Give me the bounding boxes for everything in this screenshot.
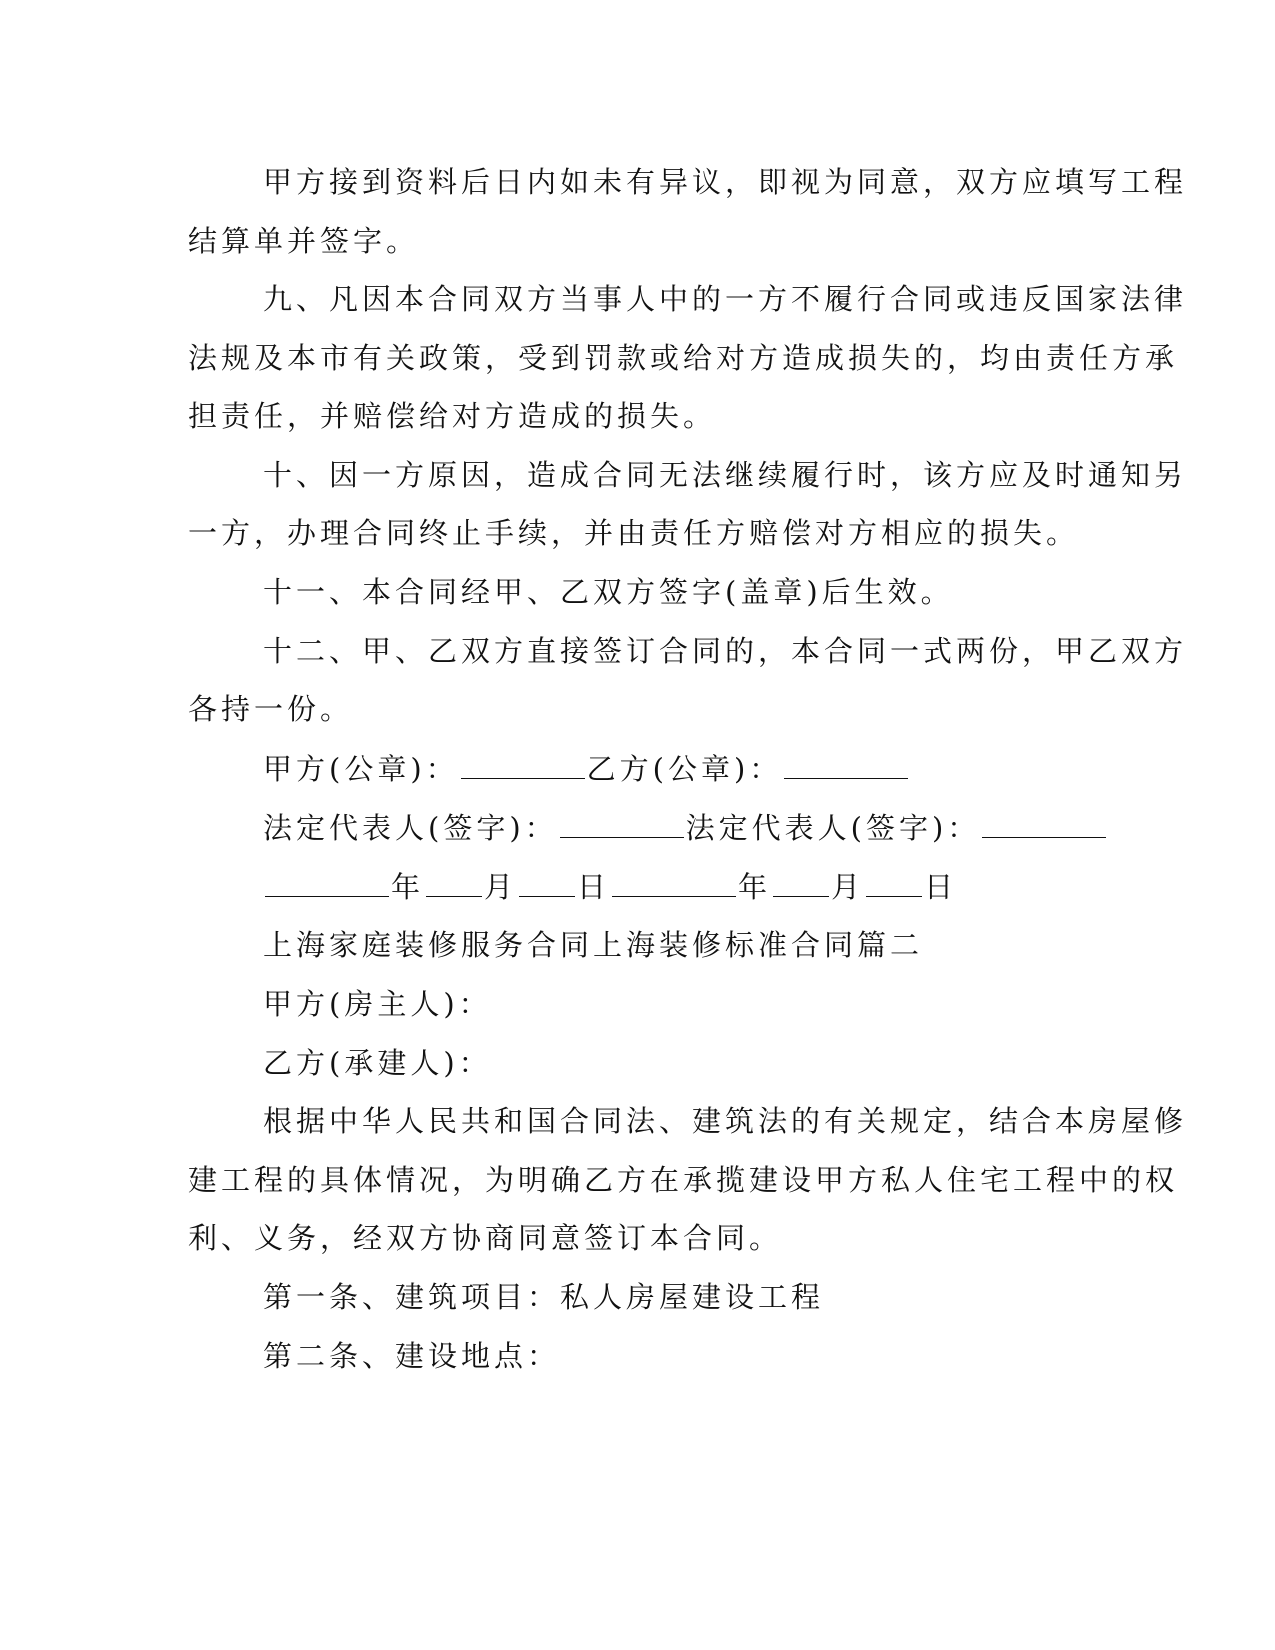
paragraph-line: 一方，办理合同终止手续，并由责任方赔偿对方相应的损失。 bbox=[188, 516, 1080, 550]
rep-b-label: 法定代表人(签字)： bbox=[685, 811, 981, 845]
paragraph-line: 甲方接到资料后日内如未有异议，即视为同意，双方应填写工程 bbox=[263, 165, 1188, 199]
paragraph-line: 十、因一方原因，造成合同无法继续履行时，该方应及时通知另 bbox=[263, 458, 1188, 492]
day-label: 日 bbox=[924, 870, 958, 904]
party-b-seal-blank[interactable] bbox=[784, 748, 908, 779]
year-label: 年 bbox=[738, 870, 772, 904]
party-b-seal-label: 乙方(公章)： bbox=[586, 752, 783, 786]
date-line bbox=[263, 866, 957, 907]
article-1: 第一条、建筑项目：私人房屋建设工程 bbox=[263, 1280, 825, 1314]
party-a-seal-blank[interactable] bbox=[461, 748, 585, 779]
paragraph-line: 各持一份。 bbox=[188, 692, 354, 726]
preamble-line: 利、义务，经双方协商同意签订本合同。 bbox=[188, 1221, 783, 1255]
year-label: 年 bbox=[391, 870, 425, 904]
rep-a-label: 法定代表人(签字)： bbox=[263, 811, 558, 845]
paragraph-line: 法规及本市有关政策，受到罚款或给对方造成损失的，均由责任方承 bbox=[188, 341, 1179, 375]
rep-b-blank[interactable] bbox=[982, 807, 1106, 838]
year-b-blank[interactable] bbox=[612, 866, 736, 897]
rep-a-blank[interactable] bbox=[560, 807, 684, 838]
year-a-blank[interactable] bbox=[265, 866, 389, 897]
representative-signature-line bbox=[263, 807, 1108, 848]
paragraph-line: 十一、本合同经甲、乙双方签字(盖章)后生效。 bbox=[263, 575, 954, 609]
paragraph-line: 结算单并签字。 bbox=[188, 224, 420, 258]
day-label: 日 bbox=[577, 870, 611, 904]
day-a-blank[interactable] bbox=[519, 866, 575, 897]
paragraph-line: 九、凡因本合同双方当事人中的一方不履行合同或违反国家法律 bbox=[263, 282, 1188, 316]
month-b-blank[interactable] bbox=[773, 866, 829, 897]
preamble-line: 建工程的具体情况，为明确乙方在承揽建设甲方私人住宅工程中的权 bbox=[188, 1163, 1179, 1197]
article-2: 第二条、建设地点： bbox=[263, 1339, 561, 1373]
month-a-blank[interactable] bbox=[426, 866, 482, 897]
party-a-seal-label: 甲方(公章)： bbox=[263, 752, 459, 786]
party-b-line: 乙方(承建人)： bbox=[263, 1046, 492, 1080]
paragraph-line: 担责任，并赔偿给对方造成的损失。 bbox=[188, 399, 717, 433]
party-a-line: 甲方(房主人)： bbox=[263, 987, 492, 1021]
day-b-blank[interactable] bbox=[866, 866, 922, 897]
seal-signature-line bbox=[263, 748, 910, 789]
month-label: 月 bbox=[484, 870, 518, 904]
preamble-line: 根据中华人民共和国合同法、建筑法的有关规定，结合本房屋修 bbox=[263, 1104, 1188, 1138]
paragraph-line: 十二、甲、乙双方直接签订合同的，本合同一式两份，甲乙双方 bbox=[263, 634, 1188, 668]
section-title: 上海家庭装修服务合同上海装修标准合同篇二 bbox=[263, 928, 924, 962]
month-label: 月 bbox=[831, 870, 865, 904]
